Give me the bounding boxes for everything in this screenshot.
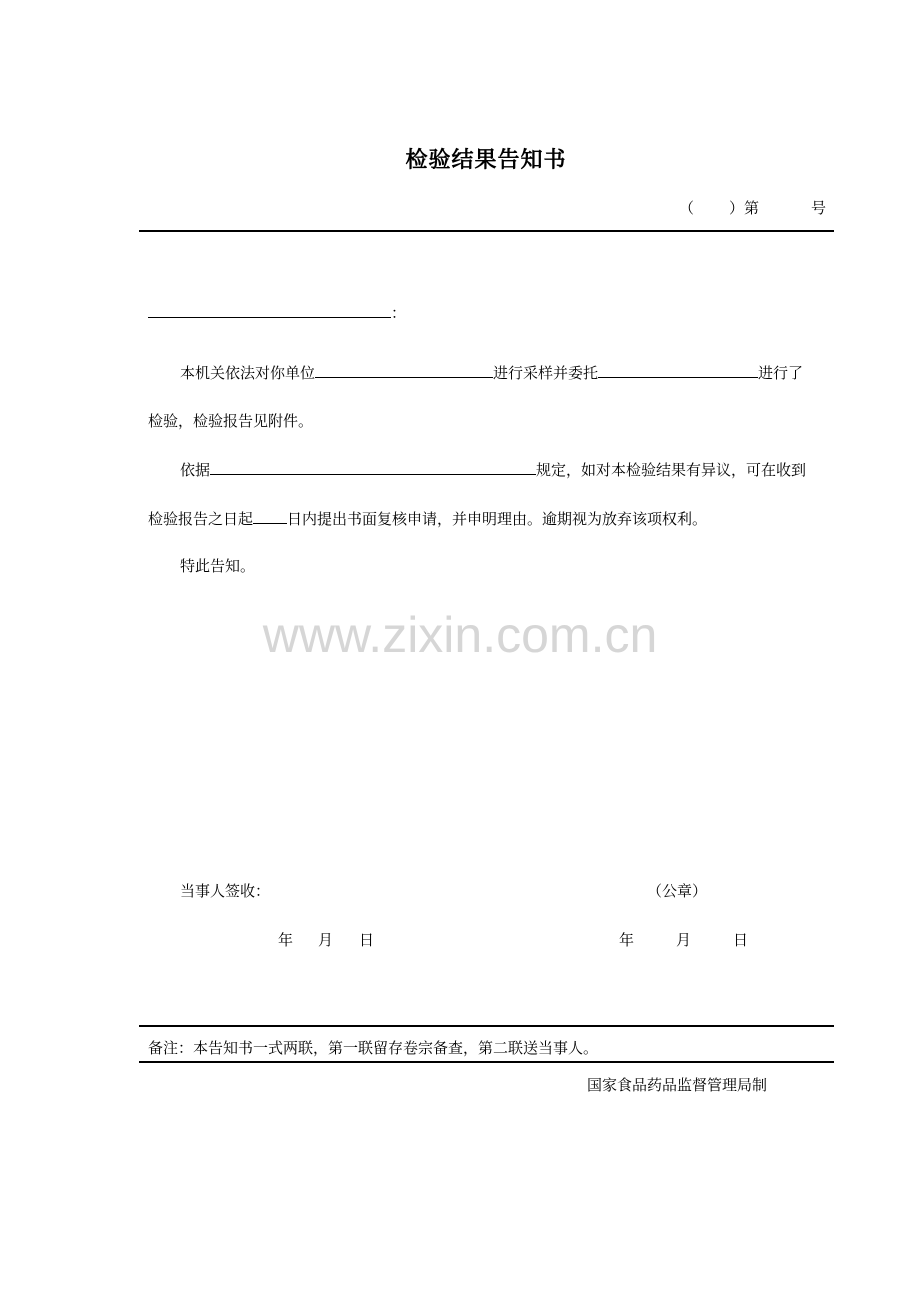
seal-label: （公章） [647, 882, 708, 900]
issuer: 国家食品药品监督管理局制 [587, 1076, 768, 1094]
remark: 备注：本告知书一式两联，第一联留存卷宗备查，第二联送当事人。 [148, 1039, 599, 1057]
para2-text-1: 依据 [180, 461, 211, 479]
remark-top-rule [139, 1025, 834, 1027]
addressee-colon: ： [391, 304, 407, 322]
entrusted-blank[interactable] [598, 361, 758, 378]
para2-text-2: 规定，如对本检验结果有异议，可在收到 [536, 461, 807, 479]
doc-number-open-paren: （ [679, 199, 695, 217]
page-title: 检验结果告知书 [405, 148, 567, 173]
para3: 特此告知。 [180, 557, 256, 575]
para1-text-3: 进行了 [758, 364, 804, 382]
para2-line1 [180, 458, 806, 480]
party-month: 月 [318, 931, 334, 949]
para2-text-3: 检验报告之日起 [148, 510, 254, 528]
unit-blank[interactable] [315, 361, 493, 378]
watermark: www.zixin.com.cn [262, 607, 658, 663]
seal-month: 月 [676, 931, 692, 949]
basis-blank[interactable] [210, 458, 536, 475]
addressee-line [148, 301, 406, 323]
para2-line2 [148, 507, 707, 529]
para1-text-2: 进行采样并委托 [493, 364, 599, 382]
doc-number-suffix: 号 [811, 199, 827, 217]
para2-text-4: 日内提出书面复核申请，并申明理由。逾期视为放弃该项权利。 [287, 510, 708, 528]
doc-number-close-paren: ）第 [729, 199, 760, 217]
para1-line2: 检验，检验报告见附件。 [148, 412, 314, 430]
top-rule [139, 230, 834, 232]
para1-text-1: 本机关依法对你单位 [180, 364, 316, 382]
days-blank[interactable] [253, 507, 287, 524]
para1-line1 [180, 361, 803, 383]
seal-day: 日 [733, 931, 749, 949]
remark-bottom-rule [139, 1061, 834, 1063]
party-day: 日 [359, 931, 375, 949]
seal-year: 年 [619, 931, 635, 949]
party-sign-label: 当事人签收： [180, 882, 271, 900]
addressee-blank[interactable] [148, 301, 391, 318]
party-year: 年 [278, 931, 294, 949]
